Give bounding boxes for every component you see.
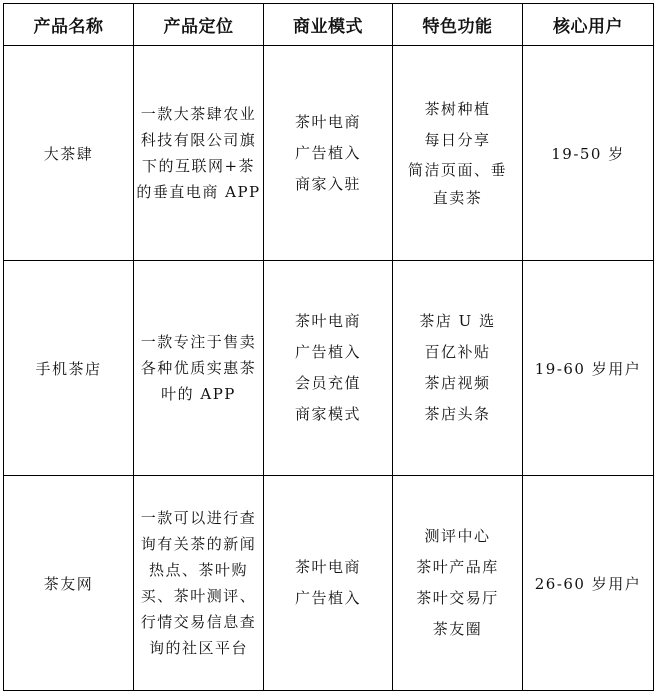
table-row: [4, 476, 654, 691]
header-product-name: 产品名称: [4, 4, 134, 46]
table-row: [4, 46, 654, 261]
business-model-cell: [264, 476, 393, 691]
feature-item: 茶店视频: [424, 374, 491, 392]
core-users-cell: 19-60 岁用户: [523, 261, 654, 476]
business-model-item: 商家模式: [294, 405, 361, 423]
feature-item: 百亿补贴: [424, 343, 491, 361]
core-users-cell: 26-60 岁用户: [523, 476, 654, 691]
business-model-item: 广告植入: [294, 343, 361, 361]
header-positioning: 产品定位: [134, 4, 264, 46]
feature-item: 茶友圈: [432, 620, 483, 638]
product-name-cell: 茶友网: [4, 476, 134, 691]
feature-item: 测评中心: [424, 527, 491, 545]
business-model-item: 会员充值: [294, 374, 361, 392]
business-model-item: 茶叶电商: [294, 558, 361, 576]
product-name-cell: 手机茶店: [4, 261, 134, 476]
header-features: 特色功能: [393, 4, 523, 46]
positioning-cell: 一款可以进行查询有关茶的新闻热点、茶叶购买、茶叶测评、行情交易信息查询的社区平台: [134, 476, 264, 691]
features-cell: [393, 476, 523, 691]
feature-item: 每日分享: [424, 131, 491, 149]
feature-item: 茶树种植: [424, 100, 491, 118]
table-row: [4, 261, 654, 476]
feature-item: 简洁页面、垂直卖茶: [407, 161, 507, 207]
feature-item: 茶店头条: [424, 405, 491, 423]
positioning-cell: 一款大茶肆农业科技有限公司旗下的互联网+茶的垂直电商 APP: [134, 46, 264, 261]
feature-item: 茶叶产品库: [416, 558, 499, 576]
header-row: [4, 4, 654, 46]
business-model-item: 茶叶电商: [294, 112, 361, 131]
features-cell: [393, 46, 523, 261]
business-model-item: 广告植入: [294, 143, 361, 162]
business-model-item: 广告植入: [294, 589, 361, 607]
product-comparison-table: [3, 3, 654, 691]
business-model-item: 商家入驻: [294, 174, 361, 193]
header-business-model: 商业模式: [264, 4, 393, 46]
positioning-cell: 一款专注于售卖各种优质实惠茶叶的 APP: [134, 261, 264, 476]
feature-item: 茶店 U 选: [419, 312, 496, 330]
product-name-cell: 大茶肆: [4, 46, 134, 261]
core-users-cell: 19-50 岁: [523, 46, 654, 261]
header-core-users: 核心用户: [523, 4, 654, 46]
business-model-cell: [264, 46, 393, 261]
features-cell: [393, 261, 523, 476]
feature-item: 茶叶交易厅: [416, 589, 499, 607]
business-model-item: 茶叶电商: [294, 312, 361, 330]
business-model-cell: [264, 261, 393, 476]
